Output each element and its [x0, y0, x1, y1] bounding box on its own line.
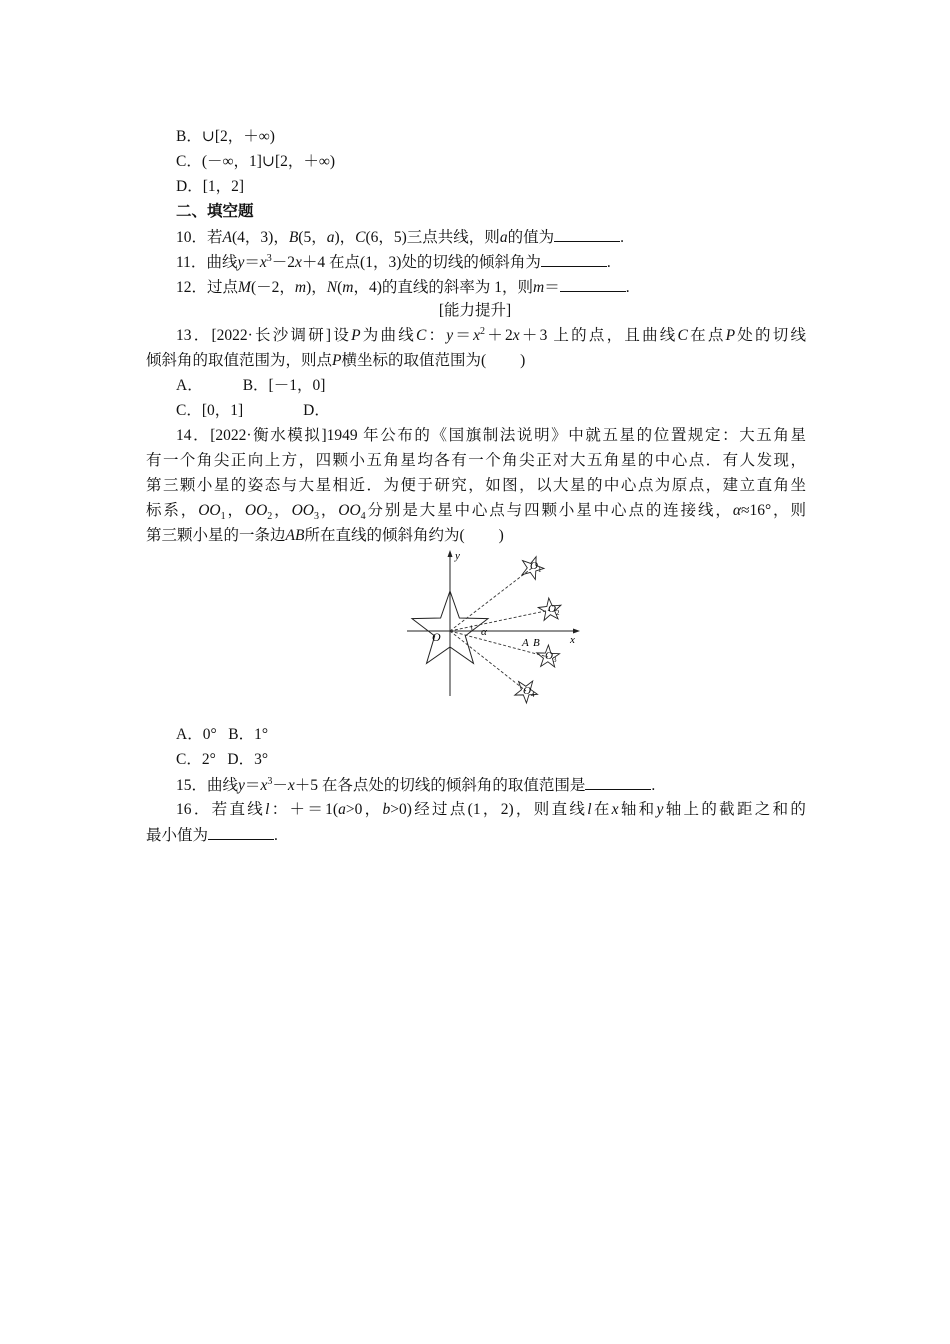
q9-option-d: D．[1，2] [176, 178, 245, 195]
line-oo1 [450, 568, 532, 631]
answer-blank [541, 252, 607, 267]
origin-label: O [432, 630, 441, 644]
question-13-line-1: 13．[2022·长沙调研]设P为曲线C：$y=x^2+2x+3$ 上的点，且曲线C在点P处的切线 [176, 325, 806, 344]
line-oo4 [450, 631, 526, 691]
label-o3: $O_3$ [545, 650, 557, 664]
question-10: 10．若A(4，3)，B(5，a)，C(6，5)三点共线，则a的值为 . [176, 229, 624, 246]
question-15: 15．曲线$y=x^3-x+5$ 在各点处的切线的倾斜角的取值范围是 . [176, 775, 656, 794]
question-14-line-1: 14．[2022·衡水模拟]1949 年公布的《国旗制法说明》中就五星的位置规定：大五角星 [176, 427, 806, 444]
question-14-options-cd: C．2° D．3° [176, 751, 269, 768]
label-o2: $O_2$ [548, 603, 560, 617]
question-14-line-2: 有一个角尖正向上方，四颗小五角星均各有一个角尖正对大五角星的中心点．有人发现， [146, 452, 806, 469]
question-14-line-3: 第三颗小星的姿态与大星相近．为便于研究，如图，以大星的中心点为原点，建立直角坐 [146, 477, 806, 494]
question-14-options-ab: A．0° B．1° [176, 726, 269, 743]
q9-option-c: C．(－∞，1]∪[2，＋∞) [176, 153, 336, 170]
y-axis-label: y [455, 550, 460, 562]
label-a: A [522, 637, 529, 649]
line-oo2 [450, 610, 550, 631]
answer-blank [560, 277, 626, 292]
question-14-line-4: 标系，$OO_1$，$OO_2$，$OO_3$，$OO_4$分别是大星中心点与四颗小星中心点的连接线，α≈16°，则 [146, 502, 806, 523]
answer-blank [585, 775, 651, 790]
alpha-label: α [481, 626, 487, 638]
x-axis-arrow-icon [573, 629, 580, 634]
question-13-line-2: 倾斜角的取值范围为，则点P横坐标的取值范围为( ) [146, 352, 526, 369]
label-o4: $O_4$ [523, 685, 535, 699]
question-13-options-cd: C．[0，1] D． [176, 402, 330, 419]
label-b: B [533, 637, 540, 649]
answer-blank [554, 227, 620, 242]
question-14-line-5: 第三颗小星的一条边AB所在直线的倾斜角约为( ) [146, 527, 504, 544]
section-heading-ability: [能力提升] [438, 302, 512, 319]
answer-blank [208, 825, 274, 840]
question-12: 12．过点M(－2，m)，N(m，4)的直线的斜率为 1，则m＝ . [176, 279, 630, 296]
question-13-options-ab: A． B．[－1，0] [176, 377, 326, 394]
label-o1: $O_1$ [530, 560, 542, 574]
q9-option-b: B．∪[2，＋∞) [176, 128, 275, 145]
question-16-line-1: 16．若直线l：＋＝1(a>0，b>0)经过点(1，2)，则直线l在x轴和y轴上的截距之和的 [176, 801, 806, 818]
five-star-coordinate-figure [402, 546, 588, 712]
question-11: 11．曲线$y=x^3-2x+4$ 在点(1，3)处的切线的倾斜角为 . [176, 252, 611, 271]
y-axis-arrow-icon [448, 550, 453, 557]
section-heading-fill-in: 二、填空题 [176, 203, 254, 220]
question-16-line-2: 最小值为 . [146, 827, 278, 844]
x-axis-label: x [570, 634, 575, 646]
